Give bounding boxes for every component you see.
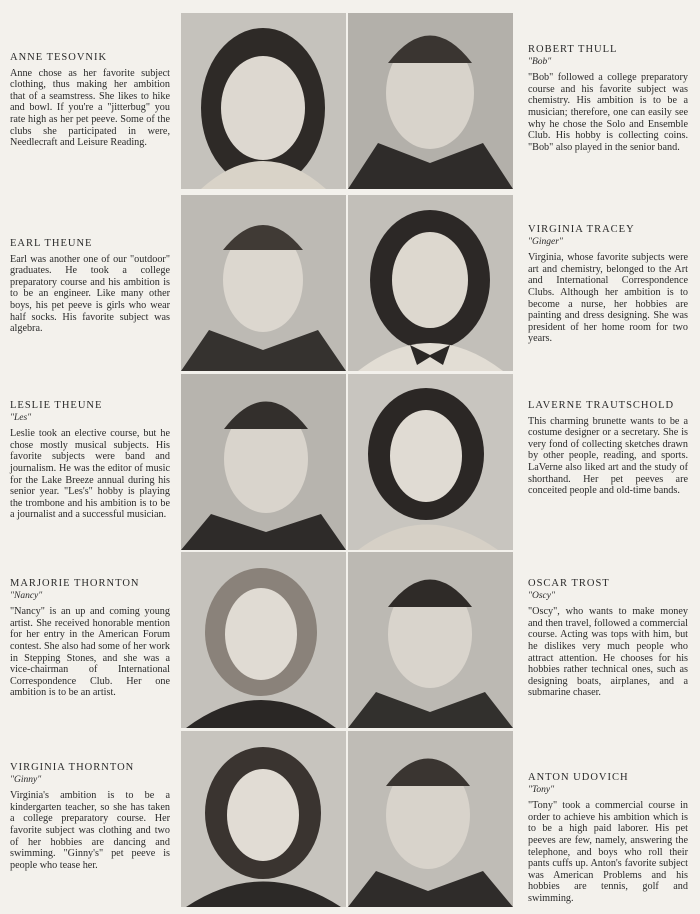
student-nickname: "Nancy" (10, 590, 43, 601)
portrait-marjorie-thornton (181, 552, 346, 728)
portrait-robert-thull (348, 13, 513, 189)
bio-anton-udovich (528, 772, 688, 905)
student-bio: This charming brunette wants to be a costume designer or a secretary. She is very fond of collecting sketches drawn by other people, reading, and sports. LaVerne also liked art and the study of shorthand. Her pet peeves are conceited people and old-time bands. (528, 415, 688, 497)
bio-virginia-thornton (10, 762, 170, 871)
student-bio: Leslie took an elective course, but he chose mostly musical subjects. His favorite subjects were band and journalism. He was the editor of music for the Lake Breeze annual during his senior year. "Les's" hobby is playing the trombone and his ambition is to be a journalist and a successful musician. (10, 428, 170, 521)
student-bio: "Tony" took a commercial course in order to achieve his ambition which is to be a high paid laborer. His pet peeves are few, namely, answering the telephone, and boys who roll their pants cuffs up. Anton's favorite subject was American Problems and his hobbies are tennis, golf and swimming. (528, 800, 688, 904)
student-name: LESLIE THEUNE (10, 400, 103, 411)
bio-oscar-trost (528, 578, 688, 699)
student-name: EARL THEUNE (10, 238, 93, 249)
portrait-virginia-thornton (181, 731, 346, 907)
bio-virginia-tracey (528, 224, 688, 345)
student-name: ANTON UDOVICH (528, 772, 629, 783)
student-name: MARJORIE THORNTON (10, 578, 140, 589)
bio-robert-thull (528, 44, 688, 153)
student-name: VIRGINIA TRACEY (528, 224, 635, 235)
bio-marjorie-thornton (10, 578, 170, 699)
portrait-anne-tesovnik (181, 13, 346, 189)
bio-leslie-theune (10, 400, 170, 521)
portrait-virginia-tracey (348, 195, 513, 371)
student-bio: "Oscy", who wants to make money and then travel, followed a commercial course. Acting was tops with him, but he dislikes very much people who attract attention. He chooses for his hobbies rather technical ones, such as designing boats, airplanes, and a submarine chaser. (528, 606, 688, 699)
student-nickname: "Bob" (528, 56, 552, 67)
bio-anne-tesovnik (10, 52, 170, 149)
portrait-leslie-theune (181, 374, 346, 550)
student-name: LAVERNE TRAUTSCHOLD (528, 400, 675, 411)
student-bio: Earl was another one of our "outdoor" graduates. He took a college preparatory course and his ambition is to be an engineer. Like many other boys, his pet peeve is girls who wear half socks. His favorite subject was algebra. (10, 253, 170, 335)
student-bio: Anne chose as her favorite subject clothing, thus making her ambition that of a seamstress. She likes to hike and bowl. If you're a "jitterbug" you rate high as her pet peeve. Some of the clubs she participated in were, Needlecraft and Leisure Reading. (10, 67, 170, 149)
student-nickname: "Ginny" (10, 774, 42, 785)
student-name: OSCAR TROST (528, 578, 610, 589)
student-nickname: "Oscy" (528, 590, 555, 601)
portrait-laverne-trautschold (348, 374, 513, 550)
portrait-anton-udovich (348, 731, 513, 907)
student-bio: "Nancy" is an up and coming young artist. She received honorable mention for her entry in the American Forum contest. She also had some of her work in Stepping Stones, and she was a vice-chairman of International Correspondence Club. Her one ambition is to be an artist. (10, 606, 170, 699)
bio-laverne-trautschold (528, 400, 688, 497)
student-nickname: "Tony" (528, 784, 555, 795)
student-bio: Virginia's ambition is to be a kindergarten teacher, so she has taken a college preparatory course. Her favorite subject was clothing and two of her hobbies are dancing and swimming. "Ginny's" pet peeve is people who tease her. (10, 790, 170, 871)
student-nickname: "Ginger" (528, 236, 563, 247)
student-name: ROBERT THULL (528, 44, 618, 55)
portrait-oscar-trost (348, 552, 513, 728)
student-bio: Virginia, whose favorite subjects were art and chemistry, belonged to the Art and International Correspondence Clubs. Although her ambition is to become a nurse, her hobbies are painting and dress designing. She was president of her home room for two years. (528, 252, 688, 345)
portrait-earl-theune (181, 195, 346, 371)
student-name: VIRGINIA THORNTON (10, 762, 135, 773)
student-bio: "Bob" followed a college preparatory course and his favorite subject was chemistry. His ambition is to be a musician; therefore, one can easily see why he chose the Solo and Ensemble Club. His hobby is collecting coins. "Bob" also played in the senior band. (528, 72, 688, 153)
student-name: ANNE TESOVNIK (10, 52, 108, 63)
bio-earl-theune (10, 238, 170, 335)
student-nickname: "Les" (10, 412, 32, 423)
